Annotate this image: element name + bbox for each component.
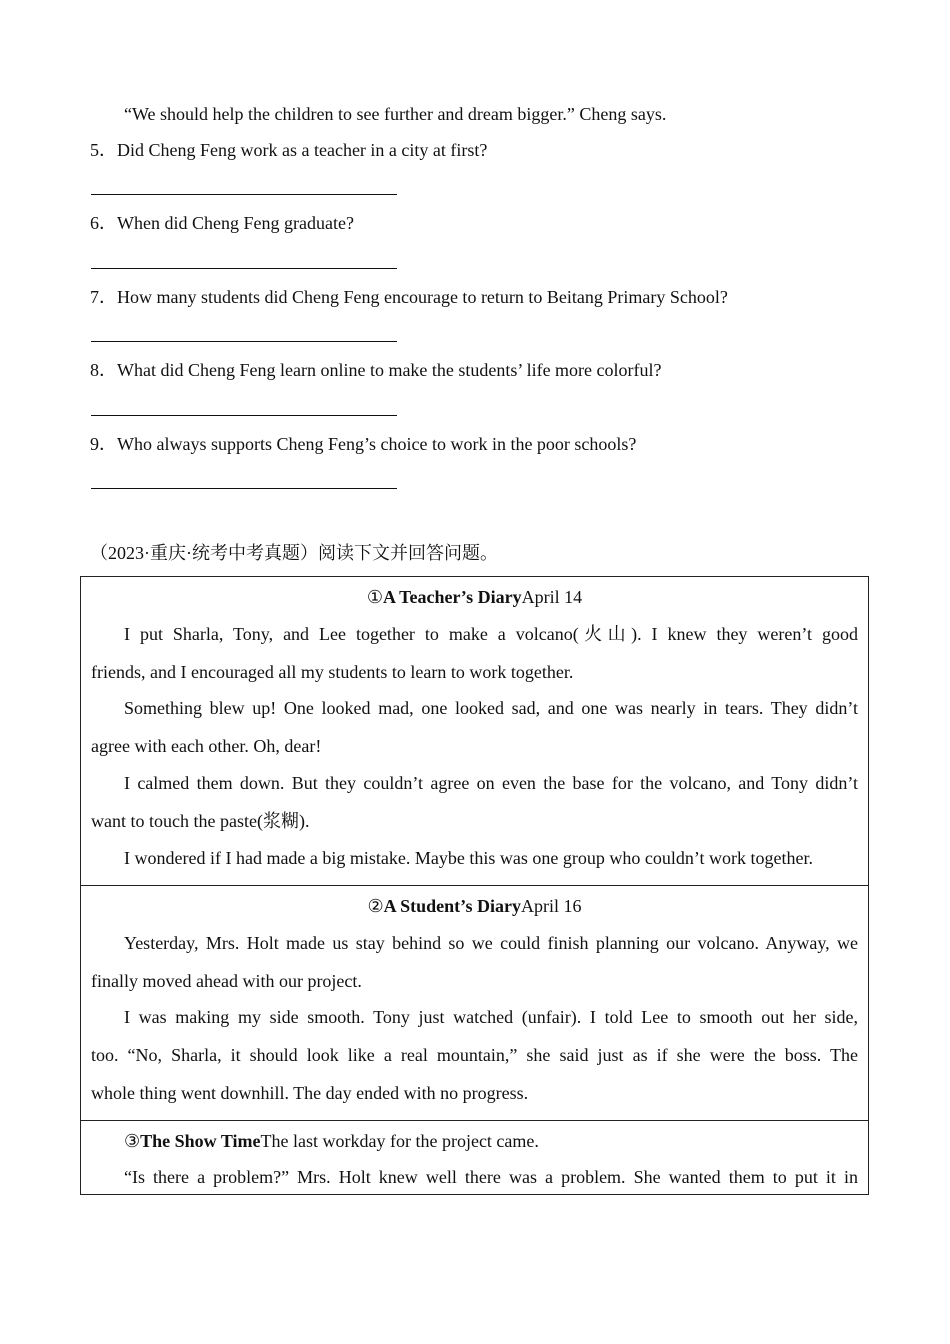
answer-line-8[interactable]: [91, 415, 397, 416]
diary1-date: April 14: [521, 587, 583, 607]
question-text: What did Cheng Feng learn online to make the students’ life more colorful?: [117, 360, 662, 380]
question-5: [90, 139, 487, 161]
intro-quote: “We should help the children to see further and dream bigger.” Cheng says.: [124, 104, 667, 124]
diary1-heading: [81, 586, 868, 608]
diary2-title: A Student’s Diary: [383, 896, 521, 916]
question-number: 6．: [90, 213, 117, 233]
source-note: （2023·重庆·统考中考真题）阅读下文并回答问题。: [90, 543, 498, 563]
diary1-line-4: agree with each other. Oh, dear!: [91, 736, 322, 756]
section3-heading: [124, 1130, 891, 1152]
section3-text: The last workday for the project came.: [260, 1131, 539, 1151]
diary1-line-2: friends, and I encouraged all my students to learn to work together.: [91, 662, 574, 682]
section3-marker: ③: [124, 1131, 141, 1151]
diary2-line-4: too. “No, Sharla, it should look like a real mountain,” she said just as if she were the boss. The: [91, 1045, 858, 1065]
question-text: When did Cheng Feng graduate?: [117, 213, 354, 233]
question-6: [90, 212, 354, 234]
diary2-date: April 16: [521, 896, 582, 916]
diary2-marker: ②: [367, 896, 384, 916]
diary1-line-7: I wondered if I had made a big mistake. Maybe this was one group who couldn’t work together.: [124, 848, 814, 868]
diary2-heading: [81, 895, 868, 917]
diary2-line-5: whole thing went downhill. The day ended with no progress.: [91, 1083, 529, 1103]
diary1-line-5: I calmed them down. But they couldn’t agree on even the base for the volcano, and Tony didn’t: [124, 773, 858, 793]
table-divider-2: [81, 1120, 868, 1121]
answer-line-9[interactable]: [91, 488, 397, 489]
answer-line-6[interactable]: [91, 268, 397, 269]
question-8: [90, 359, 662, 381]
question-number: 9．: [90, 434, 117, 454]
answer-line-5[interactable]: [91, 194, 397, 195]
section3-title: The Show Time: [140, 1131, 261, 1151]
question-number: 7．: [90, 287, 117, 307]
diary1-marker: ①: [366, 587, 383, 607]
diary1-line-6: want to touch the paste(浆糊).: [91, 811, 310, 831]
diary1-line-1: I put Sharla, Tony, and Lee together to make a volcano(火山). I knew they weren’t good: [124, 624, 858, 644]
answer-line-7[interactable]: [91, 341, 397, 342]
question-text: How many students did Cheng Feng encourage to return to Beitang Primary School?: [117, 287, 728, 307]
question-number: 8．: [90, 360, 117, 380]
table-divider-1: [81, 885, 868, 886]
section3-line-1: “Is there a problem?” Mrs. Holt knew well there was a problem. She wanted them to put it in: [124, 1167, 858, 1187]
diary2-line-3: I was making my side smooth. Tony just watched (unfair). I told Lee to smooth out her side,: [124, 1007, 858, 1027]
question-number: 5．: [90, 140, 117, 160]
diary1-line-3: Something blew up! One looked mad, one looked sad, and one was nearly in tears. They didn’t: [124, 698, 858, 718]
question-9: [90, 433, 636, 455]
reading-table: [80, 576, 869, 1195]
diary1-title: A Teacher’s Diary: [382, 587, 522, 607]
question-text: Who always supports Cheng Feng’s choice to work in the poor schools?: [117, 434, 637, 454]
question-text: Did Cheng Feng work as a teacher in a city at first?: [117, 140, 488, 160]
diary2-line-1: Yesterday, Mrs. Holt made us stay behind so we could finish planning our volcano. Anyway, we: [124, 933, 858, 953]
question-7: [90, 286, 728, 308]
diary2-line-2: finally moved ahead with our project.: [91, 971, 362, 991]
